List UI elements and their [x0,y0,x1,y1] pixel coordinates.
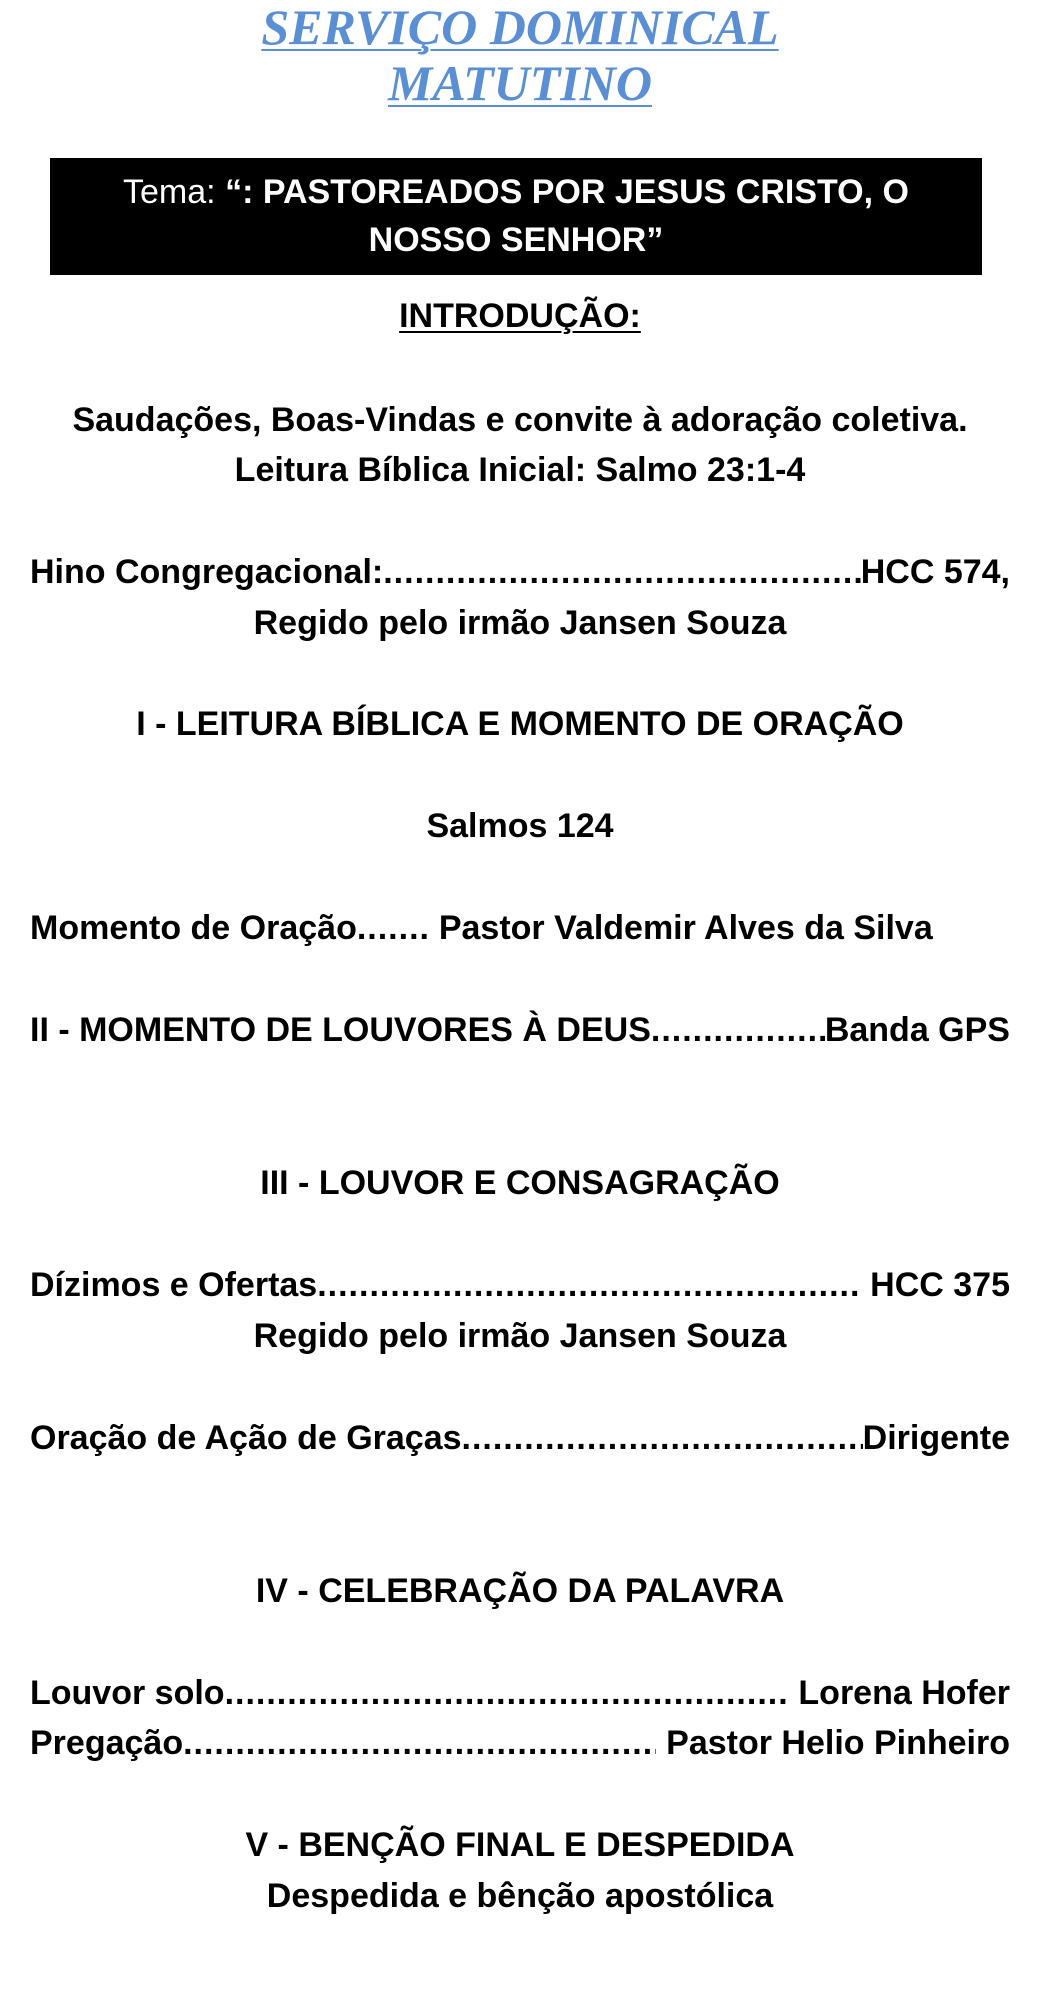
section2-value: Banda GPS [824,1011,1010,1049]
section3-tithes-value: HCC 375 [870,1266,1010,1304]
section4-solo-label: Louvor solo [30,1674,225,1712]
intro-hymn-row [30,550,1010,594]
dot-leader [225,1671,789,1715]
intro-hymn-note: Regido pelo irmão Jansen Souza [253,604,787,642]
section2-row [30,1008,1010,1052]
section3-heading: III - LOUVOR E CONSAGRAÇÃO [260,1164,780,1202]
section1-heading: I - LEITURA BÍBLICA E MOMENTO DE ORAÇÃO [136,705,904,743]
section4-sermon-row [30,1721,1010,1765]
section3-tithes-row [30,1263,1010,1307]
section3-thanks-label: Oração de Ação de Graças [30,1419,462,1457]
section1-reading: Salmos 124 [426,807,614,845]
section4-sermon-label: Pregação [30,1724,184,1762]
intro-greeting: Saudações, Boas-Vindas e convite à adoração coletiva. [72,401,968,439]
section4-heading: IV - CELEBRAÇÃO DA PALAVRA [255,1572,785,1610]
theme-line-2: NOSSO SENHOR” [368,221,664,259]
section4-sermon-value: Pastor Helio Pinheiro [666,1724,1010,1762]
dot-leader [317,1263,860,1307]
section2-label: II - MOMENTO DE LOUVORES À DEUS [30,1011,651,1049]
dot-leader [651,1008,825,1052]
section3-thanks-value: Dirigente [862,1419,1010,1457]
intro-hymn-value: HCC 574, [860,553,1010,591]
page-title-line-2: MATUTINO [388,55,652,111]
theme-label: Tema: [123,173,216,211]
dot-leader [183,1721,656,1765]
dot-leader [383,550,860,594]
section4-solo-row [30,1671,1010,1715]
section5-heading: V - BENÇÃO FINAL E DESPEDIDA [245,1826,795,1864]
section3-thanks-row [30,1416,1010,1460]
section3-tithes-label: Dízimos e Ofertas [30,1266,318,1304]
section5-note: Despedida e bênção apostólica [266,1877,774,1915]
intro-heading-text: INTRODUÇÃO: [399,297,641,335]
dot-leader [462,1416,863,1460]
theme-line-1 [50,168,982,216]
page-title-line-1: SERVIÇO DOMINICAL [261,0,779,55]
dot-leader [357,906,431,950]
section1-prayer-label: Momento de Oração [30,909,357,947]
section3-tithes-note: Regido pelo irmão Jansen Souza [253,1317,787,1355]
theme-banner [50,158,982,275]
intro-hymn-label: Hino Congregacional: [30,553,384,591]
intro-heading [30,294,1010,338]
section1-prayer-value: Pastor Valdemir Alves da Silva [438,909,933,947]
section1-prayer-row [30,906,1010,950]
intro-reading: Leitura Bíblica Inicial: Salmo 23:1-4 [234,451,806,489]
section4-solo-value: Lorena Hofer [798,1674,1010,1712]
theme-text-1: “: PASTOREADOS POR JESUS CRISTO, O [225,173,909,211]
